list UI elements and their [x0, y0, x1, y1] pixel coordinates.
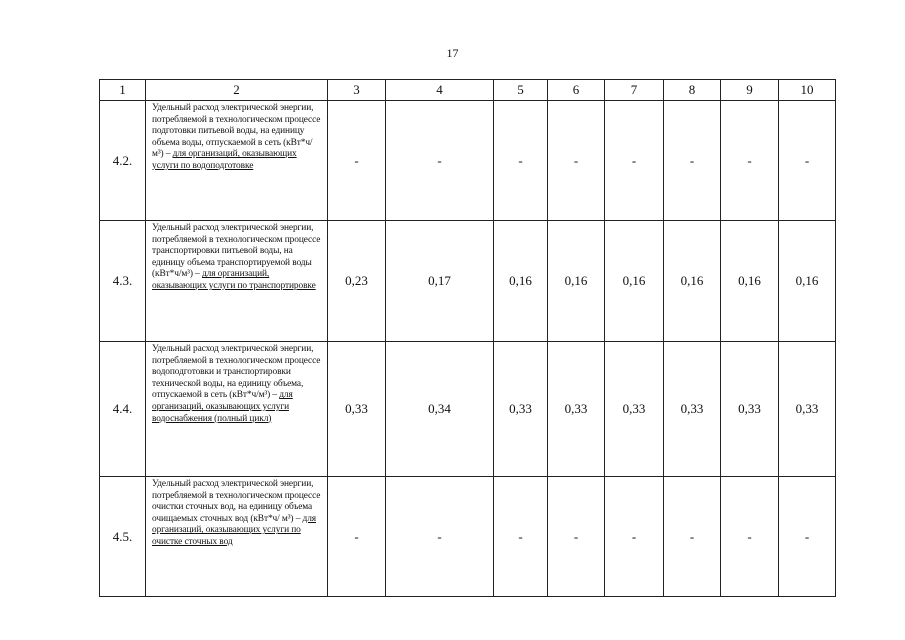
value-cell: 0,16: [494, 221, 548, 342]
value-cell: -: [386, 101, 494, 221]
row-code: 4.2.: [100, 101, 146, 221]
description-underlined-text: для организаций, оказывающих услуги по очистке сточных вод: [152, 513, 317, 547]
column-header: 6: [548, 80, 605, 101]
value-cell: 0,33: [779, 342, 836, 477]
value-cell: -: [386, 477, 494, 597]
description-underlined-text: для организаций, оказывающих услуги по водоподготовке: [152, 149, 297, 171]
value-cell: 0,33: [494, 342, 548, 477]
value-cell: 0,16: [664, 221, 721, 342]
row-code: 4.4.: [100, 342, 146, 477]
value-cell: -: [721, 477, 779, 597]
value-cell: 0,33: [721, 342, 779, 477]
table-row: [100, 101, 836, 221]
value-cell: 0,34: [386, 342, 494, 477]
description-underlined-text: для организаций, оказывающих услуги водоснабжения (полный цикл): [152, 390, 293, 424]
description-underlined-text: для организаций, оказывающих услуги по транспортировке: [152, 269, 316, 291]
value-cell: 0,16: [721, 221, 779, 342]
value-cell: -: [494, 477, 548, 597]
column-header: 10: [779, 80, 836, 101]
value-cell: -: [664, 101, 721, 221]
value-cell: -: [605, 101, 664, 221]
column-header: 2: [146, 80, 328, 101]
row-description: [146, 101, 328, 221]
row-code: 4.3.: [100, 221, 146, 342]
indicators-table: [99, 79, 836, 597]
value-cell: 0,16: [548, 221, 605, 342]
value-cell: 0,16: [779, 221, 836, 342]
table-row: [100, 342, 836, 477]
row-code: 4.5.: [100, 477, 146, 597]
column-header: 3: [328, 80, 386, 101]
table-header-row: [100, 80, 836, 101]
value-cell: 0,33: [328, 342, 386, 477]
value-cell: 0,23: [328, 221, 386, 342]
value-cell: -: [328, 477, 386, 597]
value-cell: 0,33: [548, 342, 605, 477]
column-header: 1: [100, 80, 146, 101]
column-header: 9: [721, 80, 779, 101]
row-description: [146, 221, 328, 342]
column-header: 7: [605, 80, 664, 101]
value-cell: 0,33: [664, 342, 721, 477]
description-text: Удельный расход электрической энергии, потребляемой в технологическом процессе подготовки питьевой воды, на единицу объема воды, отпускаемой в сеть (кВт*ч/м³) –: [152, 103, 321, 160]
value-cell: -: [664, 477, 721, 597]
value-cell: -: [779, 477, 836, 597]
description-text: Удельный расход электрической энергии, потребляемой в технологическом процессе водоподготовки и транспортировки технической воды, на единицу объема, отпускаемой в сеть (кВт*ч/м³) –: [152, 344, 321, 401]
value-cell: -: [779, 101, 836, 221]
column-header: 8: [664, 80, 721, 101]
value-cell: -: [494, 101, 548, 221]
table-row: [100, 477, 836, 597]
value-cell: 0,16: [605, 221, 664, 342]
description-text: Удельный расход электрической энергии, потребляемой в технологическом процессе очистки сточных вод, на единицу объема очищаемых сточных вод (кВт*ч/ м³) –: [152, 479, 321, 524]
value-cell: -: [328, 101, 386, 221]
value-cell: 0,17: [386, 221, 494, 342]
description-text: Удельный расход электрической энергии, потребляемой в технологическом процессе транспортировки питьевой воды, на единицу объема транспортируемой воды (кВт*ч/м³) –: [152, 223, 321, 280]
table-row: [100, 221, 836, 342]
value-cell: -: [548, 477, 605, 597]
value-cell: -: [548, 101, 605, 221]
value-cell: 0,33: [605, 342, 664, 477]
value-cell: -: [721, 101, 779, 221]
row-description: [146, 342, 328, 477]
page-number: 17: [446, 46, 459, 60]
row-description: [146, 477, 328, 597]
value-cell: -: [605, 477, 664, 597]
column-header: 5: [494, 80, 548, 101]
column-header: 4: [386, 80, 494, 101]
